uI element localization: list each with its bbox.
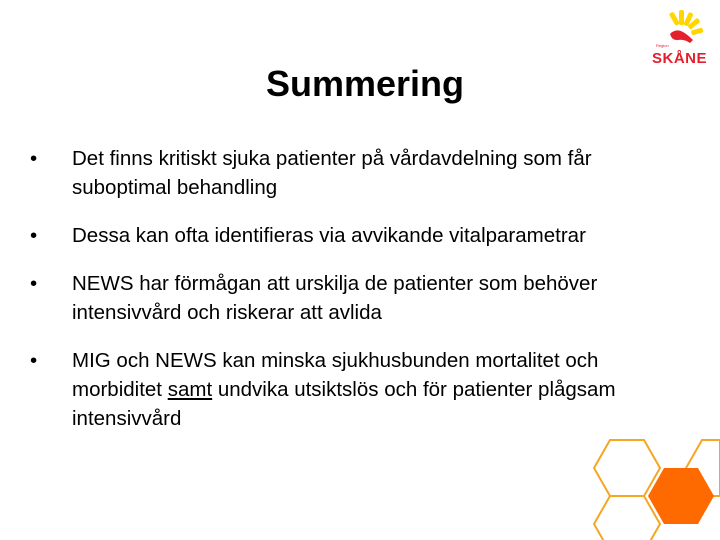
bullet-list	[30, 144, 690, 452]
bullet-item	[30, 221, 690, 250]
bullet-text: NEWS har förmågan att urskilja de patienter som behöver intensivvård och riskerar att avlida	[72, 272, 598, 324]
bullet-text-after: undvika utsiktslös och för patienter plågsam intensivvård	[72, 378, 616, 430]
bullet-item	[30, 144, 690, 202]
hexagon-decoration	[580, 430, 720, 540]
bullet-item	[30, 346, 690, 433]
hexagon-outline-left	[594, 440, 660, 496]
hexagon-filled	[648, 468, 714, 524]
bullet-text: Dessa kan ofta identifieras via avvikande vitalparametrar	[72, 224, 586, 247]
bullet-marker: •	[30, 147, 38, 170]
logo-region-text: Region	[656, 43, 669, 48]
region-skane-logo	[650, 10, 712, 66]
bullet-marker: •	[30, 224, 38, 247]
bullet-text-before: MIG och NEWS kan minska sjukhusbunden mortalitet och morbiditet	[72, 349, 599, 401]
bullet-marker: •	[30, 349, 38, 372]
bullet-text-underlined: samt	[167, 378, 213, 401]
bullet-marker: •	[30, 272, 38, 295]
slide-title: Summering	[265, 63, 465, 104]
bullet-item	[30, 269, 690, 327]
logo-name: SKÅNE	[652, 50, 708, 67]
bullet-text: Det finns kritiskt sjuka patienter på vårdavdelning som får suboptimal behandling	[72, 147, 592, 199]
hexagon-outline-bottom	[594, 496, 660, 540]
